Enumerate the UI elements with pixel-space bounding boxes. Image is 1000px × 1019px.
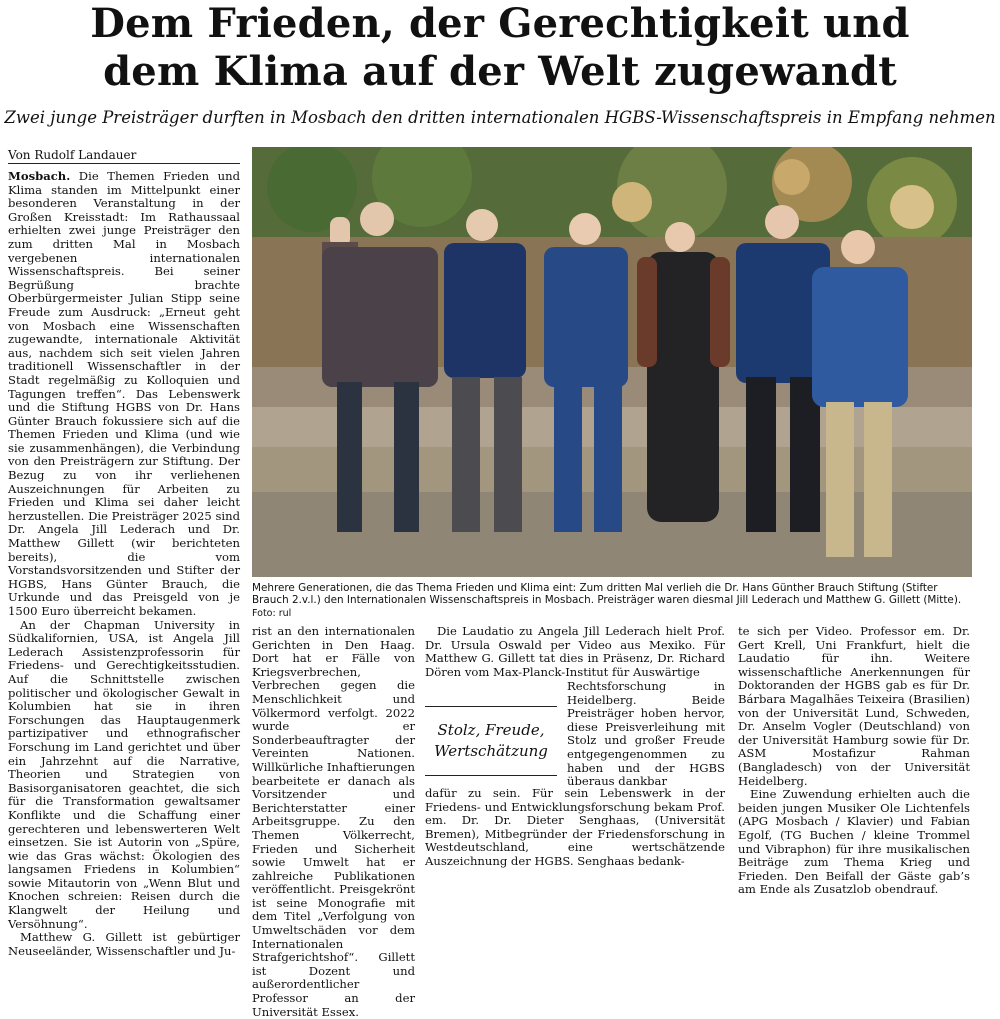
paragraph: te sich per Video. Professor em. Dr. Gert Krell, Uni Frankfurt, hielt die Laudatio für ihn. Weitere wissenschaftliche Anerkennungen für Doktoranden der HGBS gab es für Dr. Bárbara Magalhães Teixeira (Brasilien) von der Universität Lund, Schweden, Dr. Anselm Vogler (Deutschland) von der Universität Hamburg sowie für Dr. ASM Mostafizur Rahman (Bangladesch) von der Universität Heidelberg. (738, 624, 970, 788)
paragraph: Die Laudatio zu Angela Jill Lederach hielt Prof. Dr. Ursula Oswald per Video aus Mexiko. Für Matthew G. Gillett tat dies in Präsenz, Dr. Richard Dören vom Max-Planck-Institut für Auswärtige (425, 624, 725, 679)
paragraph: Eine Zuwendung erhielten auch die beiden jungen Musiker Ole Lichtenfels (APG Mosbach / Klavier) und Fabian Egolf, (TG Buchen / kleine Trommel und Vibraphon) für ihre musikalischen Beiträge zum Thema Krieg und Frieden. Den Beifall der Gäste gab’s am Ende als Zusatzlob obendrauf. (738, 787, 970, 897)
paragraph: dafür zu sein. Für sein Lebenswerk in der Friedens- und Entwicklungsforschung bekam Prof. em. Dr. Dr. Dieter Senghaas, (Universität Bremen), Mitbegründer der Friedensforschung in Westdeutschland, eine wertschätzende Auszeichnung der HGBS. Senghaas bedank- (425, 786, 725, 868)
article-column-3-bottom (425, 787, 725, 869)
pull-quote-line-2: Wertschätzung (434, 742, 548, 760)
headline-line-2: dem Klima auf der Welt zugewandt (103, 48, 897, 95)
paragraph: Matthew G. Gillett ist gebürtiger Neuseeländer, Wissenschaftler und Ju- (8, 930, 240, 958)
paragraph: Rechtsforschung in Heidelberg. Beide Preisträger hoben hervor, diese Preisverleihung mit Stolz und großer Freude entgegengenommen zu haben und der HGBS überaus dankbar (567, 679, 725, 789)
article-column-3-middle (567, 680, 725, 789)
subheadline: Zwei junge Preisträger durften in Mosbach den dritten internationalen HGBS-Wissenschaftspreis in Empfang nehmen (4, 108, 996, 127)
photo-credit: Foto: rul (252, 607, 292, 619)
article-column-3-top (425, 625, 725, 679)
pull-quote (425, 706, 557, 776)
pull-quote-line-1: Stolz, Freude, (437, 721, 545, 739)
headline-line-1: Dem Frieden, der Gerechtigkeit und (90, 0, 910, 47)
award-photo (252, 147, 972, 577)
byline: Von Rudolf Landauer (8, 148, 240, 164)
photo-caption (252, 582, 972, 620)
paragraph: An der Chapman University in Südkalifornien, USA, ist Angela Jill Lederach Assistenzprofessorin für Friedens- und Gerechtigkeitsstudien. Auf die Schnittstelle zwischen politischer und ökologischer Gewalt in Kolumbien hat sie in ihren Forschungen das Hauptaugenmerk partizipativer und ethnografischer Forschung im Land gerichtet und über ein Jahrzehnt auf die Narrative, Theorien und Strategien von Basisorganisatoren geachtet, die sich für die Transformation gewaltsamer Konflikte und die Schaffung einer gerechteren und lebenswerteren Welt einsetzen. Sie ist Autorin von „Spüre, wie das Gras wächst: Ökologien des langsamen Friedens in Kolumbien“ sowie Mitautorin von „Wenn Blut und Knochen schreien: Reisen durch die Klangwelt der Heilung und Versöhnung“. (8, 617, 240, 931)
article-column-2 (252, 625, 415, 1019)
article-column-4 (738, 625, 970, 897)
paragraph: rist an den internationalen Gerichten in Den Haag. Dort hat er Fälle von Kriegsverbrechen, Verbrechen gegen die Menschlichkeit und Völkermord verfolgt. 2022 wurde er Sonderbeauftragter der Vereinten Nationen. Willkürliche Inhaftierungen bearbeitete er danach als Vorsitzender und Berichterstatter einer Arbeitsgruppe. Zu den Themen Völkerrecht, Frieden und Sicherheit sowie Umwelt hat er zahlreiche Publikationen veröffentlicht. Preisgekrönt ist seine Monografie mit dem Titel „Verfolgung von Umweltschäden vor dem Internationalen Strafgerichtshof“. Gillett ist Dozent und außerordentlicher Professor an der Universität Essex. (252, 624, 415, 1019)
paragraph: Mosbach. Die Themen Frieden und Klima standen im Mittelpunkt einer besonderen Veranstaltung in der Großen Kreisstadt: Im Rathaussaal erhielten zwei junge Preisträger den zum dritten Mal in Mosbach vergebenen internationalen Wissenschaftspreis. Bei seiner Begrüßung brachte Oberbürgermeister Julian Stipp seine Freude zum Ausdruck: „Erneut geht von Mosbach eine Wissenschaften zugewandte, internationale Aktivität aus, nachdem sich seit vielen Jahren traditionell Wissenschaftler in der Stadt regelmäßig zu Kolloquien und Tagungen treffen“. Das Lebenswerk und die Stiftung HGBS von Dr. Hans Günter Brauch fokussiere sich auf die Themen Frieden und Klima (und wie sie zusammenhängen), die Verbindung von den Preisträgern zur Stiftung. Der Bezug zu von ihr verliehenen Auszeichnungen für Arbeiten zu Frieden und Klima sei daher leicht herzustellen. Die Preisträger 2025 sind Dr. Angela Jill Lederach und Dr. Matthew Gillett (wir berichteten bereits), die vom Vorstandsvorsitzenden und Stifter der HGBS, Hans Günter Brauch, die Urkunde und das Preisgeld von je 1500 Euro überreicht bekamen. (8, 169, 240, 618)
photo-illustration (252, 147, 972, 577)
dateline: Mosbach. (8, 169, 71, 183)
caption-text: Mehrere Generationen, die das Thema Frieden und Klima eint: Zum dritten Mal verlieh die Dr. Hans Günther Brauch Stiftung (Stifter Brauch 2.v.l.) den Internationalen Wissenschaftspreis in Mosbach. Preisträger waren diesmal Jill Lederach und Matthew G. Gillett (Mitte). (252, 582, 962, 607)
article-column-1 (8, 170, 240, 958)
headline (0, 0, 1000, 96)
